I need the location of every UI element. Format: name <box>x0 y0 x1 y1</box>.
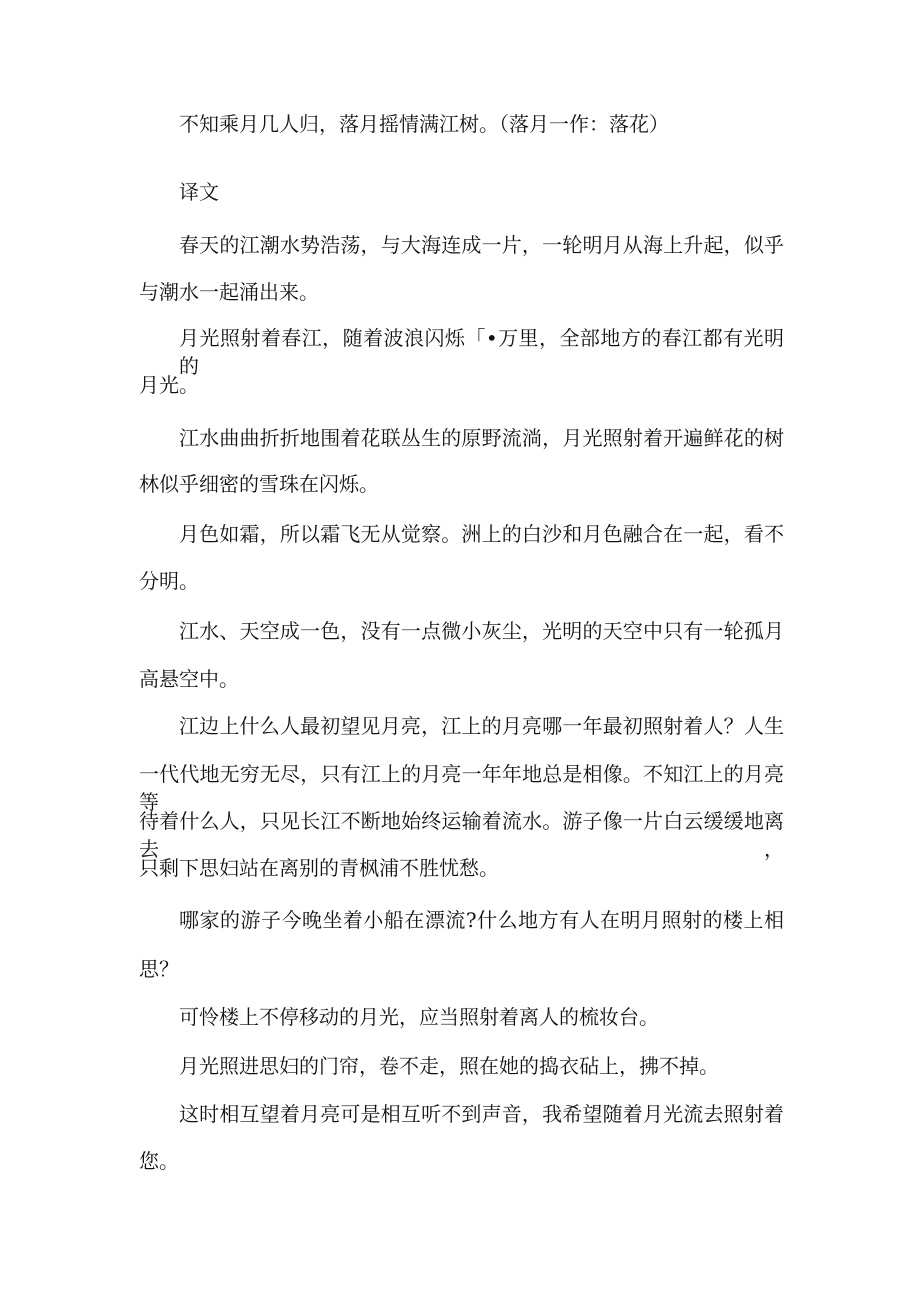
paragraph-line: 只剩下思妇站在离别的青枫浦不胜忧愁。 <box>139 856 499 880</box>
paragraph-line: 春天的江潮水势浩荡，与大海连成一片，一轮明月从海上升起，似乎 <box>179 233 784 257</box>
paragraph-line: 江水曲曲折折地围着花联丛生的原野流淌，月光照射着开遍鲜花的树 <box>179 426 784 450</box>
paragraph-line: 哪家的游子今晚坐着小船在漂流?什么地方有人在明月照射的楼上相 <box>179 908 784 932</box>
section-heading: 译文 <box>179 180 219 204</box>
paragraph-line: 月光。 <box>139 373 199 397</box>
paragraph-line: 林似乎细密的雪珠在闪烁。 <box>139 472 379 496</box>
paragraph-line: 江水、天空成一色，没有一点微小灰尘，光明的天空中只有一轮孤月 <box>179 619 784 643</box>
paragraph-line: 思？ <box>139 957 179 981</box>
paragraph-line: 可怜楼上不停移动的月光，应当照射着离人的梳妆台。 <box>179 1005 659 1029</box>
paragraph-line: 一代代地无穷无尽，只有江上的月亮一年年地总是相像。不知江上的月亮等 <box>139 762 784 814</box>
paragraph-line: 分明。 <box>139 569 199 593</box>
paragraph-line: 月色如霜，所以霜飞无从觉察。洲上的白沙和月色融合在一起，看不 <box>179 522 784 546</box>
paragraph-line: 江边上什么人最初望见月亮，江上的月亮哪一年最初照射着人？人生 <box>179 714 784 738</box>
paragraph-line: 高悬空中。 <box>139 667 239 691</box>
paragraph-line: 月光照进思妇的门帘，卷不走，照在她的捣衣砧上，拂不掉。 <box>179 1054 719 1078</box>
paragraph-line: 这时相互望着月亮可是相互听不到声音，我希望随着月光流去照射着 <box>179 1102 784 1126</box>
paragraph-line: 待着什么人，只见长江不断地始终运输着流水。游子像一片白云缓缓地离去， <box>139 809 784 861</box>
paragraph-line: 与潮水一起涌出来。 <box>139 280 319 304</box>
paragraph-line: 月光照射着春江，随着波浪闪烁「•万里，全部地方的春江都有光明的 <box>179 326 784 378</box>
poem-line: 不知乘月几人归，落月摇情满江树。（落月一作：落花） <box>179 112 669 136</box>
paragraph-line: 您。 <box>139 1149 179 1173</box>
